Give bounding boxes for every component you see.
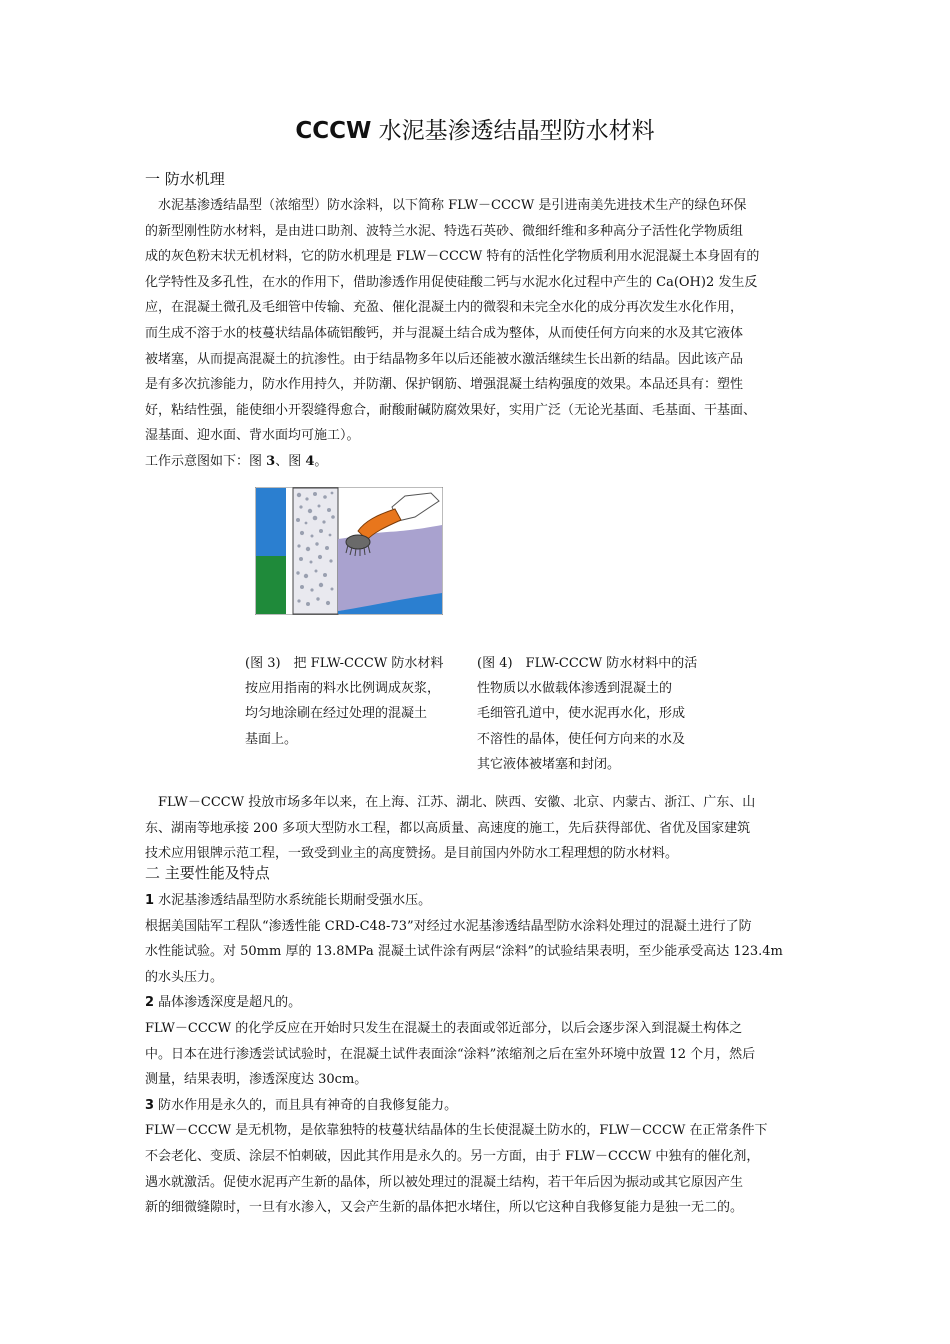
diagram-reference: [145, 449, 810, 475]
feature-line: FLW－CCCW 的化学反应在开始时只发生在混凝土的表面或邻近部分，以后会逐步深入到混凝土构体之: [145, 1020, 743, 1036]
intro-line: 成的灰色粉末状无机材料，它的防水机理是 FLW－CCCW 特有的活性化学物质利用水泥混凝土本身固有的: [145, 249, 760, 265]
intro-line: 的新型刚性防水材料，是由进口助剂、波特兰水泥、特选石英砂、微细纤维和多种高分子活性化学物质组: [145, 223, 744, 239]
feature-line: 新的细微缝隙时，一旦有水渗入，又会产生新的晶体把水堵住，所以它这种自我修复能力是独一无二的。: [145, 1200, 744, 1216]
feature-title: [145, 990, 810, 1016]
section1-intro: [145, 193, 810, 475]
feature-title-text: 水泥基渗透结晶型防水系统能长期耐受强水压。: [154, 893, 432, 908]
feature-number: 3: [145, 1097, 155, 1113]
waterproofing-illustration: [255, 487, 443, 615]
caption-line: 基面上。: [245, 731, 298, 747]
caption-line: 按应用指南的料水比例调成灰浆，: [245, 681, 441, 697]
caption-line: 其它液体被堵塞和封闭。: [477, 756, 621, 772]
feature-line: 不会老化、变质、涂层不怕刺破，因此其作用是永久的。另一方面，由于 FLW－CCCW 中独有的催化剂，: [145, 1148, 760, 1164]
feature-line: 遇水就激活。促使水泥再产生新的晶体，所以被处理过的混凝土结构，若干年后因为振动或其它原因产生: [145, 1174, 744, 1190]
caption-line: (图 3) 把 FLW-CCCW 防水材料: [245, 656, 444, 671]
intro-line: 而生成不溶于水的枝蔓状结晶体硫铝酸钙，并与混凝土结合成为整体，从而使任何方向来的水及其它液体: [145, 325, 744, 341]
caption-line: (图 4) FLW-CCCW 防水材料中的活: [477, 656, 698, 671]
market-line: FLW－CCCW 投放市场多年以来，在上海、江苏、湖北、陕西、安徽、北京、内蒙古、浙江、广东、山: [145, 795, 756, 810]
water-area: [256, 488, 286, 556]
section2-heading: 二 主要性能及特点: [145, 864, 270, 882]
feature-title: [145, 1093, 810, 1119]
intro-line: 是有多次抗渗能力，防水作用持久，并防潮、保护钢筋、增强混凝土结构强度的效果。本品还具有：塑性: [145, 377, 744, 393]
intro-line: 湿基面、迎水面、背水面均可施工）。: [145, 428, 360, 444]
ground-area: [256, 556, 286, 614]
brush-head: [346, 535, 370, 549]
intro-line: 被堵塞，从而提高混凝土的抗渗性。由于结晶物多年以后还能被水激活继续生长出新的结晶。因此该产品: [145, 351, 744, 367]
feature-title-text: 防水作用是永久的，而且具有神奇的自我修复能力。: [154, 1097, 458, 1113]
feature-line: FLW－CCCW 是无机物，是依靠独特的枝蔓状结晶体的生长使混凝土防水的，FLW－CCCW 在正常条件下: [145, 1123, 768, 1139]
diagram-suffix: 。: [314, 453, 328, 469]
section2-body: [145, 888, 810, 1221]
market-paragraph: [145, 790, 810, 867]
document-title: [0, 115, 950, 147]
feature-line: 根据美国陆军工程队“渗透性能 CRD-C48-73”对经过水泥基渗透结晶型防水涂料处理过的混凝土进行了防: [145, 918, 752, 934]
title-prefix: CCCW: [295, 118, 372, 144]
feature-line: 水性能试验。对 50mm 厚的 13.8MPa 混凝土试件涂有两层“涂料”的试验结果表明，至少能承受高达 123.4m: [145, 944, 783, 960]
intro-line: 好，粘结性强，能使细小开裂缝得愈合，耐酸耐碱防腐效果好，实用广泛（无论光基面、毛基面、干基面、: [145, 402, 757, 418]
caption-line: 性物质以水做载体渗透到混凝土的: [477, 681, 673, 697]
market-line: 东、湖南等地承接 200 多项大型防水工程，都以高质量、高速度的施工，先后获得部优、省优及国家建筑: [145, 820, 751, 836]
market-line: 技术应用银牌示范工程，一致受到业主的高度赞扬。是目前国内外防水工程理想的防水材料。: [145, 846, 679, 862]
caption-line: 不溶性的晶体，使任何方向来的水及: [477, 731, 686, 747]
diagram-prefix: 工作示意图如下：图: [145, 453, 267, 469]
fig4-ref: 4: [305, 453, 315, 469]
caption-line: 毛细管孔道中，使水泥再水化，形成: [477, 706, 686, 722]
feature-title: [145, 888, 810, 914]
feature-line: 测量，结果表明，渗透深度达 30cm。: [145, 1072, 368, 1088]
intro-line: 化学特性及多孔性，在水的作用下，借助渗透作用促使硅酸二钙与水泥水化过程中产生的 Ca(OH)2 发生反: [145, 274, 758, 290]
title-text: 水泥基渗透结晶型防水材料: [378, 118, 655, 144]
feature-number: 1: [145, 893, 155, 908]
caption-line: 均匀地涂刷在经过处理的混凝土: [245, 706, 428, 722]
section1-heading: 一 防水机理: [145, 170, 225, 188]
feature-line: 的水头压力。: [145, 969, 224, 985]
intro-line: 应，在混凝土微孔及毛细管中传输、充盈、催化混凝土内的微裂和未完全水化的成分再次发生水化作用，: [145, 300, 744, 316]
intro-line: 水泥基渗透结晶型（浓缩型）防水涂料，以下简称 FLW－CCCW 是引进南美先进技术生产的绿色环保: [145, 198, 747, 213]
caption-fig4: [477, 651, 697, 777]
fig3-ref: 3: [266, 453, 276, 469]
feature-title-text: 晶体渗透深度是超凡的。: [154, 995, 302, 1011]
feature-line: 中。日本在进行渗透尝试试验时，在混凝土试件表面涂“涂料”浓缩剂之后在室外环境中放置 12 个月，然后: [145, 1046, 756, 1062]
caption-fig3: [245, 651, 443, 752]
feature-number: 2: [145, 995, 155, 1011]
diagram-sep: 、图: [275, 453, 306, 469]
